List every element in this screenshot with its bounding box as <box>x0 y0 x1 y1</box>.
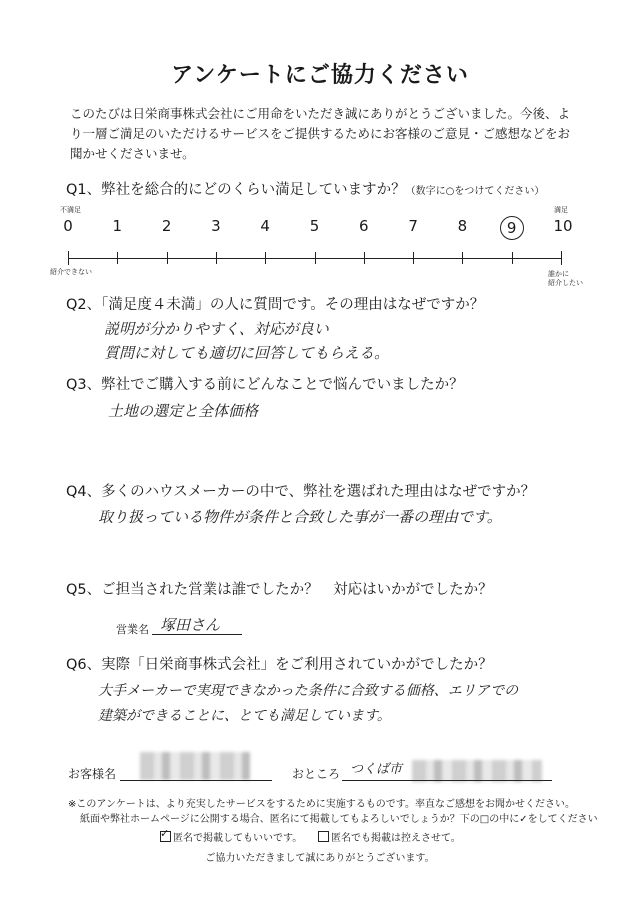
checkbox-checked[interactable] <box>160 831 171 842</box>
scale-number-6[interactable]: 6 <box>359 217 369 235</box>
q4-answer: 取り扱っている物件が条件と合致した事が一番の理由です。 <box>98 508 502 526</box>
customer-name-underline <box>120 780 272 781</box>
scale-line <box>68 258 561 259</box>
scale-tick <box>561 251 562 265</box>
q1-hint: （数字に○をつけてください） <box>405 186 545 197</box>
q3-label: Q3、弊社でご購入する前にどんなことで悩んでいましたか？ <box>66 377 464 393</box>
address-label: おところ <box>292 767 341 781</box>
footer-note-2: 紙面や弊社ホームページに公開する場合、匿名にて掲載してもよろしいでしょうか？下の□の中に✓をしてください <box>80 814 598 825</box>
scale-number-3[interactable]: 3 <box>211 217 221 235</box>
address-value: つくば市 <box>350 762 403 777</box>
scale-number-4[interactable]: 4 <box>260 217 270 235</box>
intro-text: このたびは日栄商事株式会社にご用命をいただき誠にありがとうございました。今後、より一層ご満足のいただけるサービスをご提供するためにお客様のご意見・ご感想などをお聞かせくださいませ。 <box>70 106 571 161</box>
scale-number-7[interactable]: 7 <box>408 217 418 235</box>
staff-name-underline <box>152 634 242 635</box>
q6-answer-line2: 建築ができることに、とても満足しています。 <box>98 708 391 724</box>
q6-label: Q6、実際「日栄商事株式会社」をご利用されていかがでしたか？ <box>66 657 493 673</box>
address-underline <box>342 780 552 781</box>
staff-name-label: 営業名 <box>116 623 149 636</box>
scale-number-0[interactable]: 0 <box>63 217 73 235</box>
q1-label: Q1、弊社を総合的にどのくらい満足していますか？ <box>66 182 406 198</box>
staff-name-value: 塚田さん <box>160 616 221 634</box>
q3-answer: 土地の選定と全体価格 <box>108 402 259 420</box>
thanks-text: ご協力いただきまして誠にありがとうございます。 <box>205 853 435 864</box>
option-anonymous-ok: ✓匿名で掲載してもいいです。 <box>160 829 302 844</box>
scale-number-5[interactable]: 5 <box>309 217 320 235</box>
q4-label: Q4、多くのハウスメーカーの中で、弊社を選ばれた理由はなぜですか？ <box>66 484 536 500</box>
customer-name-label: お客様名 <box>68 767 117 781</box>
q5-label: Q5、ご担当された営業は誰でしたか？ 対応はいかがでしたか？ <box>66 582 493 598</box>
scale-number-10[interactable]: 10 <box>553 217 573 235</box>
customer-name-redacted <box>140 752 250 780</box>
q2-label: Q2、「満足度４未満」の人に質問です。その理由はなぜですか？ <box>66 297 485 313</box>
q1-question <box>66 178 544 199</box>
option-anonymous-decline: 匿名でも掲載は控えさせて。 <box>318 829 461 844</box>
q2-answer-line2: 質問に対しても適切に回答してもらえる。 <box>104 344 390 362</box>
scale-number-8[interactable]: 8 <box>457 217 468 235</box>
q1-right-caption-top: 満足 <box>554 206 568 214</box>
q1-right-caption-bottom: 誰かに 紹介したい <box>548 270 583 287</box>
q1-left-caption-top: 不満足 <box>60 206 81 214</box>
q1-left-caption-bottom: 紹介できない <box>50 268 92 276</box>
q2-answer-line1: 説明が分かりやすく、対応が良い <box>104 320 329 338</box>
scale-number-2[interactable]: 2 <box>161 217 172 235</box>
q6-answer-line1: 大手メーカーで実現できなかった条件に合致する価格、エリアでの <box>98 683 519 699</box>
page-title: アンケートにご協力ください <box>171 63 469 88</box>
scale-number-9-circled[interactable]: 9 <box>500 216 524 240</box>
scale-number-1[interactable]: 1 <box>112 217 123 235</box>
address-redacted <box>412 760 542 782</box>
footer-note-1: ※このアンケートは、より充実したサービスをするために実施するものです。率直なご感想をお聞かせください。 <box>68 799 575 810</box>
checkbox-unchecked[interactable] <box>318 831 329 842</box>
